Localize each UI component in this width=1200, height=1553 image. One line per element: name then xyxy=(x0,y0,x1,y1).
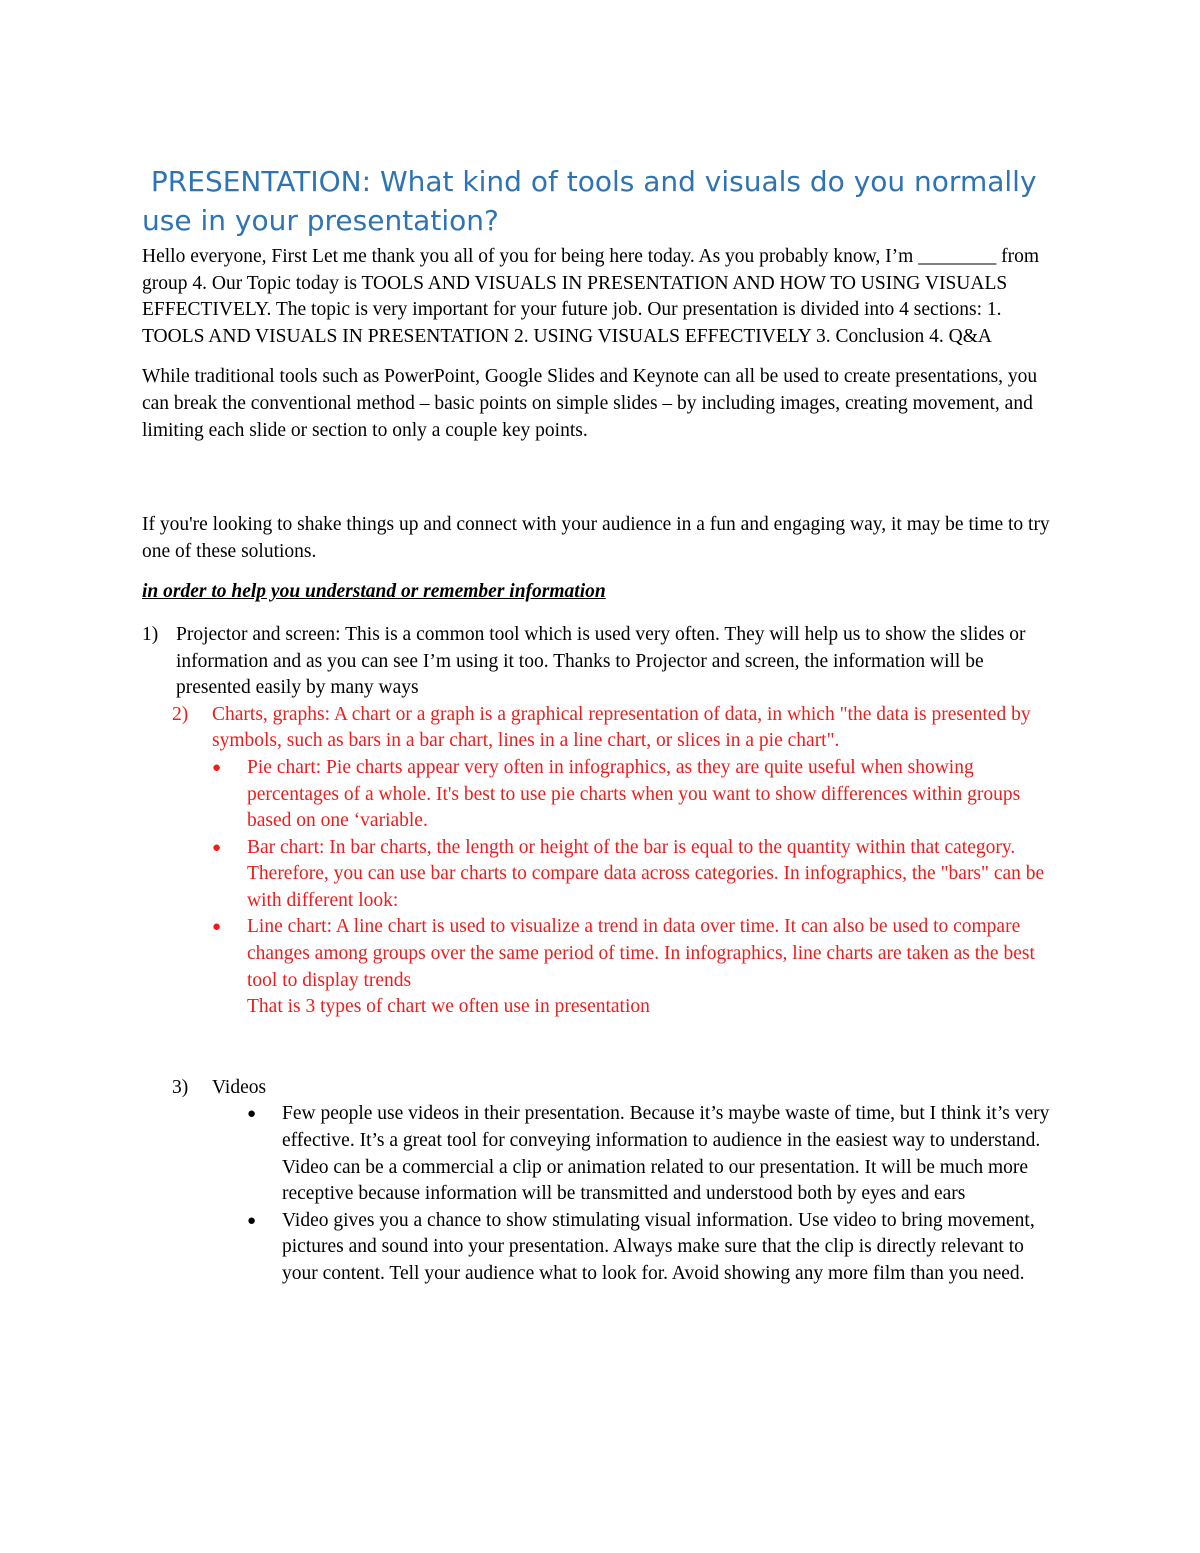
bullet-icon: ● xyxy=(212,839,222,856)
videos-list xyxy=(142,1101,1062,1287)
bullet-icon: ● xyxy=(212,919,222,936)
list-number: 1) xyxy=(142,623,159,645)
list-item-text: Videos xyxy=(212,1076,267,1098)
list-item xyxy=(142,835,1062,915)
bullet-text: Bar chart: In bar charts, the length or height of the bar is equal to the quantity within that category. Therefore, you can use bar charts to compare data across categories. In infographics, the "bars" can be with different look: xyxy=(247,836,1045,911)
document-page xyxy=(142,162,1062,1288)
spacer xyxy=(142,1021,1062,1075)
list-number: 3) xyxy=(172,1076,189,1098)
bullet-icon: ● xyxy=(247,1212,257,1229)
list-item xyxy=(142,755,1062,835)
list-item-projector xyxy=(142,622,1062,702)
intro-paragraph: Hello everyone, First Let me thank you all of you for being here today. As you probably know, I’m ________ from group 4. Our Topic today is TOOLS AND VISUALS IN PRESENTATION AND HOW TO USING VISUALS EFFECTIVELY. The topic is very important for your future job. Our presentation is divided into 4 sections: 1. TOOLS AND VISUALS IN PRESENTATION 2. USING VISUALS EFFECTIVELY 3. Conclusion 4. Q&A xyxy=(142,246,1039,347)
list-item-videos xyxy=(142,1075,1062,1102)
list-item-charts xyxy=(142,702,1062,755)
list-item-text: Charts, graphs: A chart or a graph is a graphical representation of data, in which "the data is presented by symbols, such as bars in a bar chart, lines in a line chart, or slices in a pie chart". xyxy=(212,703,1031,752)
list-number: 2) xyxy=(172,703,189,725)
bullet-icon: ● xyxy=(212,759,222,776)
bullet-text: Video gives you a chance to show stimulating visual information. Use video to bring movement, pictures and sound into your presentation. Always make sure that the clip is directly relevant to your content. Tell your audience what to look for. Avoid showing any more film than you need. xyxy=(282,1209,1035,1284)
bullet-text: Few people use videos in their presentation. Because it’s maybe waste of time, but I think it’s very effective. It’s a great tool for conveying information to audience in the easiest way to understand. Video can be a commercial a clip or animation related to our presentation. It will be much more receptive because information will be transmitted and understood both by eyes and ears xyxy=(282,1103,1050,1205)
list-item-text: Projector and screen: This is a common tool which is used very often. They will help us to show the slides or information and as you can see I’m using it too. Thanks to Projector and screen, the information will be presented easily by many ways xyxy=(176,623,1026,699)
tools-paragraph: While traditional tools such as PowerPoint, Google Slides and Keynote can all be used to create presentations, you can break the conventional method – basic points on simple slides – by including images, creating movement, and limiting each slide or section to only a couple key points. xyxy=(142,366,1038,441)
bullet-text: Pie chart: Pie charts appear very often in infographics, as they are quite useful when showing percentages of a whole. It's best to use pie charts when you want to show differences within groups based on one ‘variable. xyxy=(247,756,1021,832)
charts-closing-line: That is 3 types of chart we often use in presentation xyxy=(247,996,650,1018)
chart-types-list xyxy=(142,755,1062,994)
document-title: PRESENTATION: What kind of tools and visuals do you normally use in your presentation? xyxy=(142,165,1046,237)
list-item xyxy=(142,914,1062,994)
section-subheading: in order to help you understand or remember information xyxy=(142,581,606,603)
bullet-icon: ● xyxy=(247,1106,257,1123)
shake-paragraph: If you're looking to shake things up and connect with your audience in a fun and engaging way, it may be time to try one of these solutions. xyxy=(142,514,1050,562)
bullet-text: Line chart: A line chart is used to visualize a trend in data over time. It can also be used to compare changes among groups over the same period of time. In infographics, line charts are taken as the best tool to display trends xyxy=(247,916,1035,991)
list-item xyxy=(142,1101,1062,1207)
list-item xyxy=(142,1208,1062,1288)
